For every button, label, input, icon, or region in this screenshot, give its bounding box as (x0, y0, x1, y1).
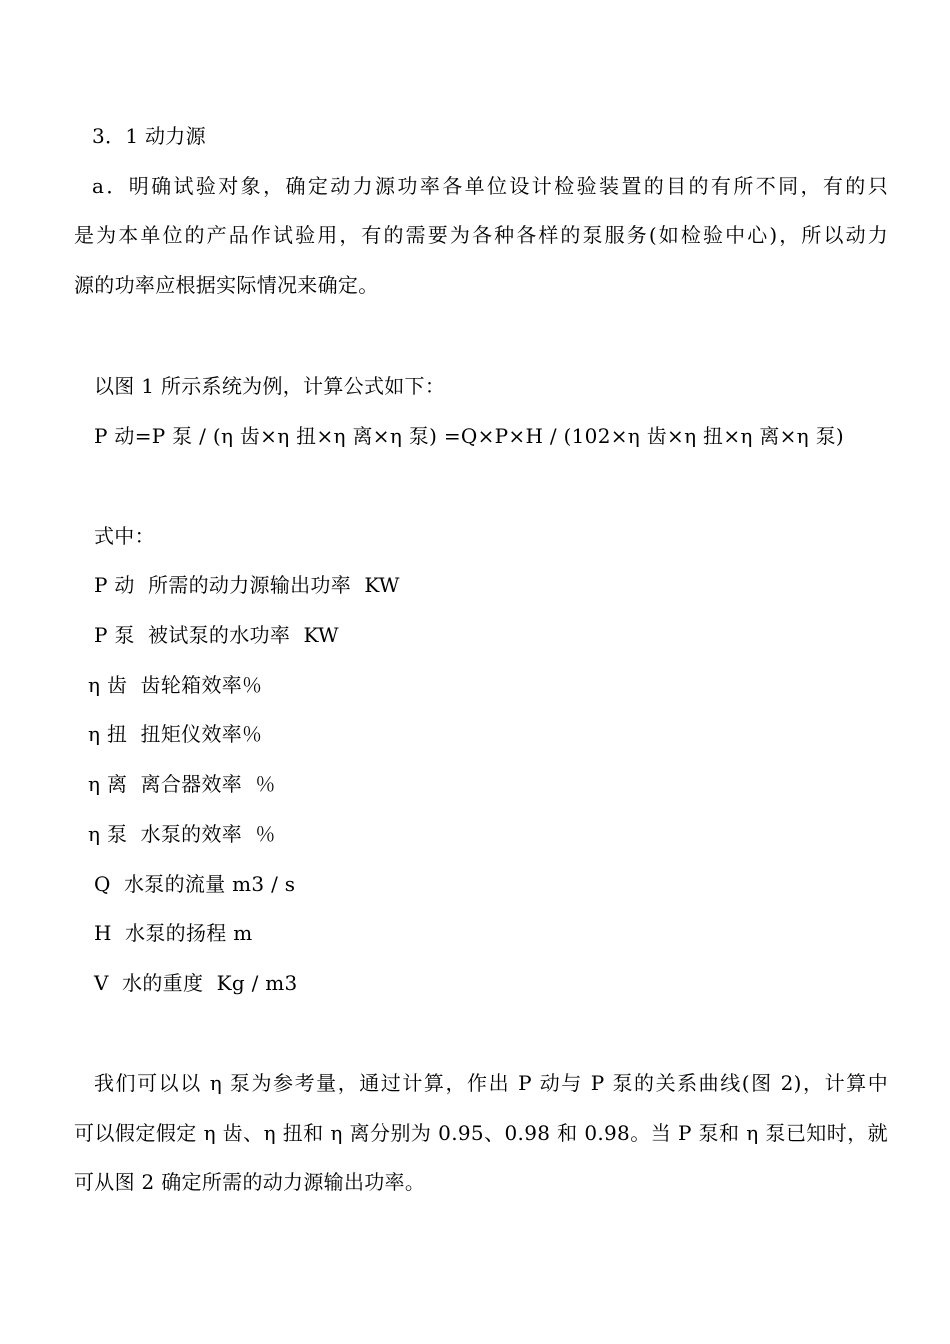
conclusion-line-2: 可以假定假定 η 齿、η 扭和 η 离分别为 0.95、0.98 和 0.98。当 P 泵和 η 泵已知时，就 (74, 1121, 888, 1145)
paragraph-a-line-1: a．明确试验对象，确定动力源功率各单位设计检验装置的目的有所不同，有的只 (92, 174, 888, 198)
definition-h-head: H 水泵的扬程 m (94, 921, 253, 945)
paragraph-a-line-3: 源的功率应根据实际情况来确定。 (74, 273, 379, 297)
definition-q-flow: Q 水泵的流量 m3 / s (94, 872, 296, 896)
definition-p-power: P 动 所需的动力源输出功率 KW (94, 573, 400, 597)
example-intro: 以图 1 所示系统为例，计算公式如下： (94, 374, 446, 398)
conclusion-line-3: 可从图 2 确定所需的动力源输出功率。 (74, 1170, 426, 1194)
conclusion-line-1: 我们可以以 η 泵为参考量，通过计算，作出 P 动与 P 泵的关系曲线(图 2)，计算中 (94, 1071, 888, 1095)
definition-eta-gear: η 齿 齿轮箱效率％ (88, 673, 263, 697)
formula: P 动=P 泵 / (η 齿×η 扭×η 离×η 泵) =Q×P×H / (102×η 齿×η 扭×η 离×η 泵) (94, 424, 845, 448)
definition-eta-torque: η 扭 扭矩仪效率％ (88, 722, 263, 746)
definition-v-density: V 水的重度 Kg / m3 (94, 971, 298, 995)
where-label: 式中： (94, 524, 155, 548)
definition-eta-clutch: η 离 离合器效率 ％ (88, 772, 276, 796)
definition-p-pump: P 泵 被试泵的水功率 KW (94, 623, 339, 647)
definition-eta-pump: η 泵 水泵的效率 ％ (88, 822, 276, 846)
paragraph-a-line-2: 是为本单位的产品作试验用，有的需要为各种各样的泵服务(如检验中心)，所以动力 (74, 223, 888, 247)
section-heading: 3．1 动力源 (92, 124, 206, 148)
